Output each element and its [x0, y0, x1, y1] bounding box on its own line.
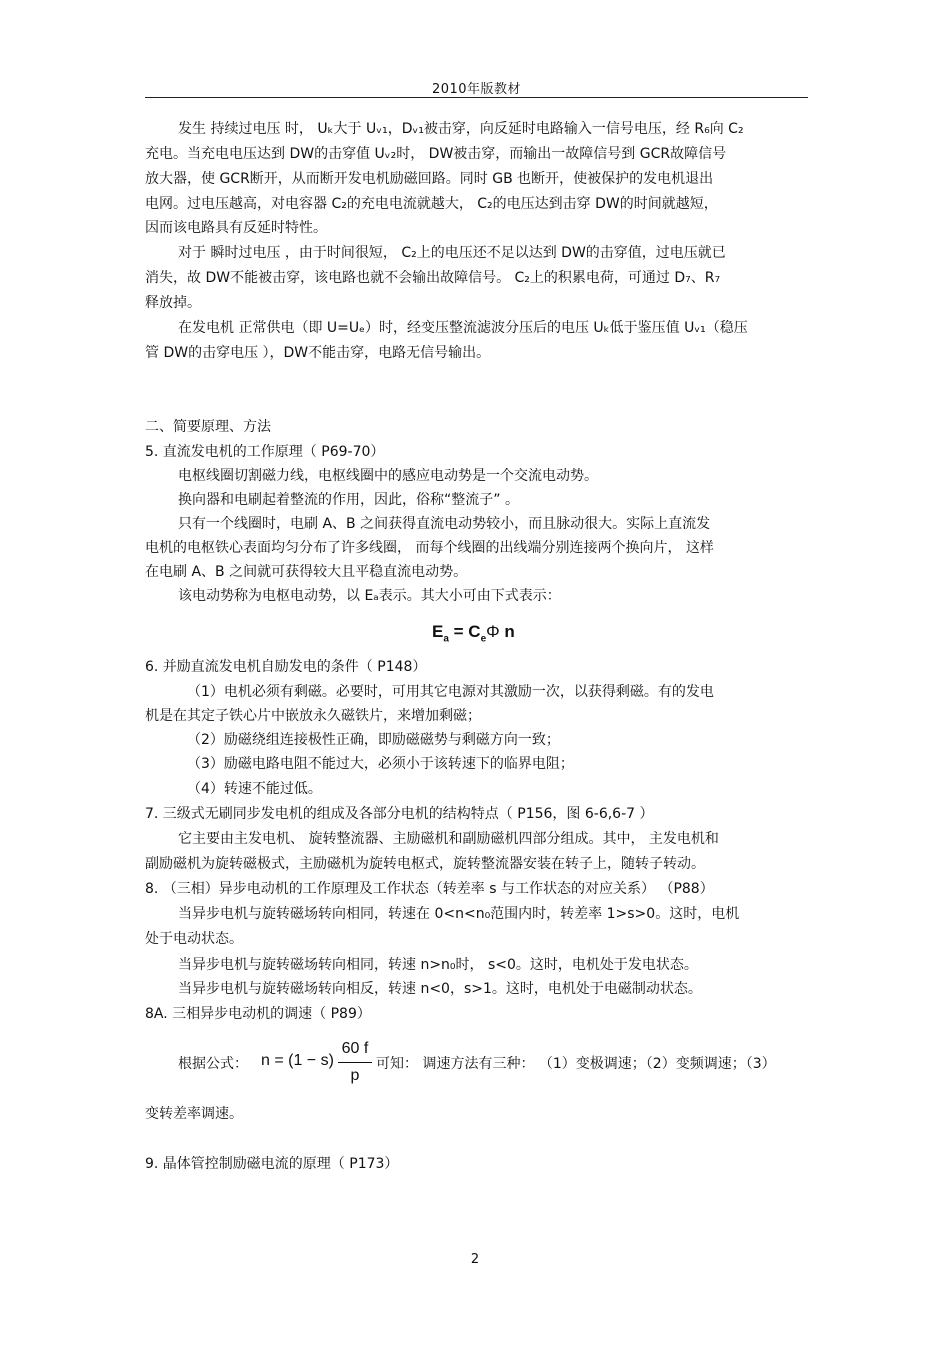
fraction-numerator: 60 f — [341, 1040, 369, 1057]
formula-eq: = C — [448, 622, 481, 641]
formula-fraction — [338, 1038, 372, 1087]
text-line: 在发电机 正常供电（即 U=Uₑ）时，经变压整流滤波分压后的电压 Uₖ低于鉴压值 Uᵥ₁（稳压 — [178, 320, 748, 336]
text-line: 只有一个线圈时，电刷 A、B 之间获得直流电动势较小，而且脉动很大。实际上直流发 — [178, 516, 711, 532]
text-line: （2）励磁绕组连接极性正确，即励磁磁势与剩磁方向一致； — [187, 732, 560, 748]
text-line: 在电刷 A、B 之间就可获得较大且平稳直流电动势。 — [145, 564, 468, 580]
formula-phi: Φ — [486, 622, 500, 641]
running-header: 2010年版教材 — [431, 82, 522, 97]
question-title: 8A. 三相异步电动机的调速（ P89） — [145, 1006, 371, 1022]
formula-eq-sub: e — [480, 633, 487, 645]
text-line: 电机的电枢铁心表面均匀分布了许多线圈， 而每个线圈的出线端分别连接两个换向片， 这样 — [145, 540, 714, 556]
header-rule — [145, 97, 808, 98]
text-line: 副励磁机为旋转磁极式，主励磁机为旋转电枢式，旋转整流器安装在转子上，随转子转动。 — [145, 856, 705, 872]
fraction-bar — [338, 1062, 372, 1063]
formula-rhs: n — [499, 622, 515, 641]
text-line: 因而该电路具有反延时特性。 — [145, 220, 327, 236]
text-line: 充电。当充电电压达到 DW的击穿值 Uᵥ₂时， DW被击穿，而输出一故障信号到 GCR故障信号 — [145, 146, 727, 162]
text-line: 机是在其定子铁心片中嵌放永久磁铁片，来增加剩磁； — [145, 708, 481, 724]
text-line: 它主要由主发电机、 旋转整流器、主励磁机和副励磁机四部分组成。其中， 主发电机和 — [178, 831, 719, 847]
text-line: 该电动势称为电枢电动势，以 Eₐ表示。其大小可由下式表示： — [178, 588, 561, 604]
text-line: 换向器和电刷起着整流的作用，因此，俗称“整流子” 。 — [178, 492, 519, 508]
text-line: 变转差率调速。 — [145, 1106, 243, 1122]
formula-label: 根据公式： — [178, 1056, 248, 1072]
formula-lhs-sub: a — [443, 633, 449, 645]
question-title: 9. 晶体管控制励磁电流的原理（ P173） — [145, 1156, 399, 1172]
question-title: 8. （三相）异步电动机的工作原理及工作状态（转差率 s 与工作状态的对应关系） （P88） — [145, 881, 714, 897]
text-line: 消失，故 DW不能被击穿，该电路也就不会输出故障信号。 C₂上的积累电荷，可通过 D₇、R₇ — [145, 270, 721, 286]
question-title: 7. 三级式无刷同步发电机的组成及各部分电机的结构特点（ P156，图 6-6,6-7 ） — [145, 806, 654, 822]
formula-lhs: E — [432, 622, 444, 641]
emf-formula — [432, 622, 515, 644]
text-line: 放大器，使 GCR断开，从而断开发电机励磁回路。同时 GB 也断开，使被保护的发电机退出 — [145, 171, 714, 187]
fraction-denominator: p — [350, 1067, 360, 1084]
text-line: （3）励磁电路电阻不能过大，必须小于该转速下的临界电阻； — [187, 756, 574, 772]
page-number: 2 — [470, 1252, 480, 1267]
text-line: 电网。过电压越高，对电容器 C₂的充电电流就越大， C₂的电压达到击穿 DW的时间就越短， — [145, 196, 718, 212]
text-line: （1）电机必须有剩磁。必要时，可用其它电源对其激励一次，以获得剩磁。有的发电 — [187, 684, 714, 700]
formula-lhs: n = (1 − s) — [261, 1052, 334, 1069]
text-line: 管 DW的击穿电压 ），DW不能击穿，电路无信号输出。 — [145, 345, 491, 361]
text-line: 处于电动状态。 — [145, 931, 243, 947]
text-line: 当异步电机与旋转磁场转向相同，转速在 0<n<n₀范围内时，转差率 1>s>0。这时，电机 — [178, 906, 740, 922]
text-line: （4）转速不能过低。 — [187, 781, 322, 797]
text-line: 当异步电机与旋转磁场转向相反，转速 n<0，s>1。这时，电机处于电磁制动状态。 — [178, 981, 702, 997]
text-line: 发生 持续过电压 时， Uₖ大于 Uᵥ₁，Dᵥ₁被击穿，向反延时电路输入一信号电压，经 R₆向 C₂ — [178, 121, 744, 137]
formula-tail: 可知： 调速方法有三种： （1）变极调速；（2）变频调速；（3） — [376, 1056, 776, 1072]
question-title: 5. 直流发电机的工作原理（ P69-70） — [145, 444, 385, 460]
text-line: 对于 瞬时过电压 ，由于时间很短， C₂上的电压还不足以达到 DW的击穿值，过电压就已 — [178, 245, 726, 261]
text-line: 当异步电机与旋转磁场转向相同，转速 n>n₀时， s<0。这时，电机处于发电状态。 — [178, 957, 698, 973]
section-heading: 二、简要原理、方法 — [145, 419, 271, 435]
text-line: 电枢线圈切割磁力线，电枢线圈中的感应电动势是一个交流电动势。 — [178, 468, 598, 484]
text-line: 释放掉。 — [145, 295, 201, 311]
question-title: 6. 并励直流发电机自励发电的条件（ P148） — [145, 659, 427, 675]
